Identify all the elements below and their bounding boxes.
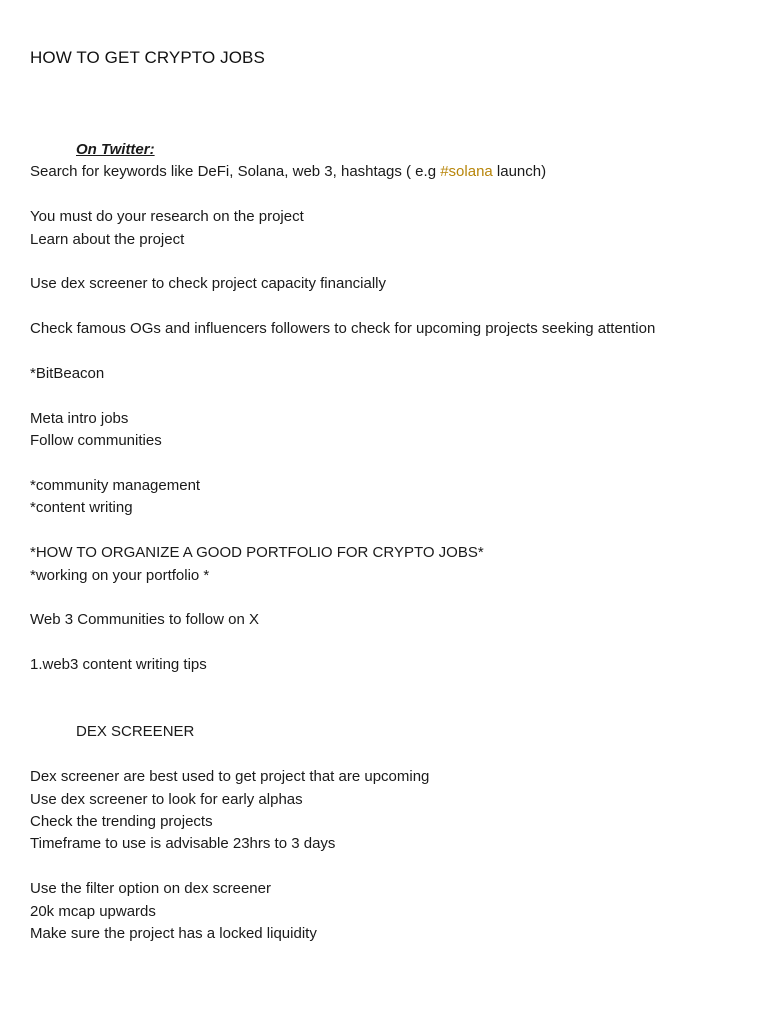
blank-line [30,587,750,609]
blank-line [30,296,750,318]
blank-line [30,632,750,654]
content-writing-line: *content writing [30,499,133,517]
ogs-line: Check famous OGs and influencers followers to check for upcoming projects seeking attention [30,320,656,338]
blank-line [30,744,750,766]
research-line: You must do your research on the project [30,208,304,226]
search-suffix: launch) [492,163,547,181]
timeframe-line: Timeframe to use is advisable 23hrs to 3 days [30,835,336,853]
trending-line: Check the trending projects [30,813,213,831]
community-management-line: *community management [30,477,201,494]
portfolio-heading-line: *HOW TO ORGANIZE A GOOD PORTFOLIO FOR CRYPTO JOBS* [30,544,484,562]
note-title: HOW TO GET CRYPTO JOBS [30,48,265,67]
dex-check-line: Use dex screener to check project capacity financially [30,275,387,293]
learn-line: Learn about the project [30,230,185,248]
blank-line [30,385,750,407]
solana-hashtag-link[interactable]: #solana [440,163,493,181]
twitter-heading: On Twitter: [76,141,155,158]
blank-lines [30,677,750,722]
twitter-heading-line [30,139,750,161]
blank-line [30,341,750,363]
follow-communities-line: Follow communities [30,432,162,450]
filter-line: Use the filter option on dex screener [30,880,271,898]
search-keywords-line [30,161,750,183]
blank-line [30,520,750,542]
liquidity-line: Make sure the project has a locked liquidity [30,925,317,943]
web3-communities-line: Web 3 Communities to follow on X [30,611,259,629]
dex-screener-heading: DEX SCREENER [76,723,195,741]
portfolio-working-line: *working on your portfolio * [30,566,210,584]
bitbeacon-line: *BitBeacon [30,365,105,382]
dex-best-line: Dex screener are best used to get project that are upcoming [30,768,430,786]
blank-line [30,856,750,878]
blank-line [30,453,750,475]
blank-line [30,251,750,273]
mcap-line: 20k mcap upwards [30,902,156,920]
search-prefix: Search for keywords like DeFi, Solana, web 3, hashtags ( e.g [30,163,441,181]
meta-intro-line: Meta intro jobs [30,409,129,427]
note-body[interactable] [30,139,750,945]
web3-tips-line: 1.web3 content writing tips [30,656,207,674]
dex-alphas-line: Use dex screener to look for early alphas [30,790,303,808]
blank-line [30,184,750,206]
